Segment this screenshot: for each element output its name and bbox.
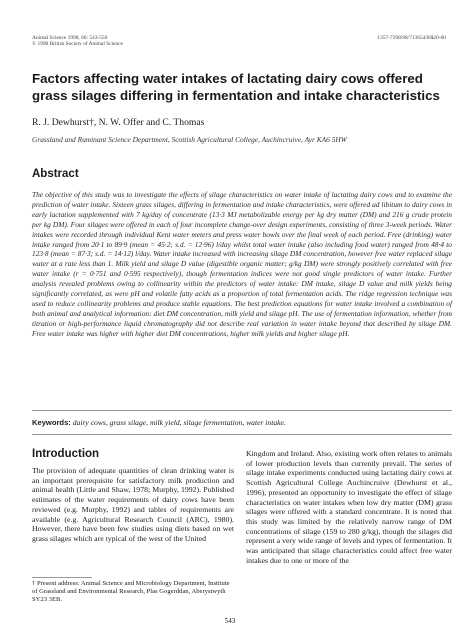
affiliation: Grassland and Ruminant Science Department, Scottish Agricultural College, Auchincruive, Ayr KA6 5HW <box>32 135 347 144</box>
keywords-text: dairy cows, grass silage, milk yield, silage fermentation, water intake. <box>72 418 286 427</box>
footnote: † Present address: Animal Science and Microbiology Department, Institute of Grassland and Environmental Research, Plas Gogerddan, Aberystwyth SY23 3EB. <box>32 580 230 604</box>
introduction-right-column: Kingdom and Ireland. Also, existing work often relates to animals of lower production levels than currently prevail. The series of silage intake experiments conducted using lactating dairy cows at Scottish Agricultural College Auchincruive (Dewhurst et al., 1996), presented an opportunity to investigate the effect of silage characteristics on water intakes when low dry matter (DM) grass silages were offered with a standard concentrate. It is noted that this study was limited by the relatively narrow range of DM concentrations of silage (159 to 280 g/kg), though the silages did represent a very wide range of levels and types of fermentation. It was anticipated that silage characteristics could affect free water intakes due to one or more of the <box>246 449 452 565</box>
authors: R. J. Dewhurst†, N. W. Offer and C. Thomas <box>32 117 205 128</box>
copyright-line: © 1998 British Society of Animal Science <box>32 41 123 48</box>
abstract-heading: Abstract <box>32 168 79 180</box>
journal-info <box>32 35 123 48</box>
issn-code: 1357-7298/98/71365436$20-00 <box>377 35 446 41</box>
introduction-left-column: The provision of adequate quantities of clean drinking water is an important prerequisite for satisfactory milk production and animal health (Little and Shaw, 1978; Murphy, 1992). Published estimates of the water requirements of dairy cows have been reviewed (e.g. Murphy, 1992) and tables of requirements are available (e.g. Agricultural Research Council (ARC), 1980). However, there have been few studies using diets based on wet grass silages which are typical of the west of the United <box>32 466 234 543</box>
keywords-top-rule <box>32 410 452 411</box>
footnote-rule <box>32 577 92 578</box>
keywords-line <box>32 418 452 427</box>
article-title: Factors affecting water intakes of lactating dairy cows offered grass silages differing in fermentation and intake characteristics <box>32 71 440 103</box>
abstract-body: The objective of this study was to investigate the effects of silage characteristics on water intake of lactating dairy cows and to examine the prediction of water intake. Sixteen grass silages, differing in fermentation and intake characteristics, were offered ad libitum to dairy cows in early lactation supplemented with 7 kg/day of concentrate (13·3 MJ metabolizable energy per kg dry matter (DM) and 216 g crude protein per kg DM). Four silages were offered in each of four incomplete change-over design experiments, consisting of three 3-week periods. Water intakes were recorded through individual Kent water meters and press water bowls over the final week of each period. Free (drinking) water intake ranged from 20·1 to 89·9 (mean = 45·2; s.d. = 12·96) l/day whilst total water intake (also including food water) ranged from 48·4 to 123·8 (mean = 87·3; s.d. = 14·12) l/day. Water intake increased with increasing silage DM concentration, however free water replaced silage water at a rate less than 1. Milk yield and silage D value (digestible organic matter; g/kg DM) were strongly positively correlated with free water intake (r = 0·751 and 0·595 respectively), though fermentation indices were not good single predictors of water intake. Further analysis revealed problems owing to collinearity within the predictors of water intake: DM intake, silage D value and milk yields being significantly correlated, as were pH and volatile fatty acids as a proportion of total fermentation acids. The ridge regression technique was used to reduce collinearity problems and produce stable equations. The best prediction equations for water intake involved a combination of both animal and analytical information: diet DM concentration, milk yield and silage pH. The use of fermentation information, whether from titration or high-performance liquid chromatography did not describe real variation in water intake beyond that described by silage DM. Free water intake was higher with higher diet DM concentrations, higher milk yields and higher silage pH. <box>32 190 452 338</box>
journal-citation: Animal Science 1998, 66: 543-550 <box>32 35 108 41</box>
keywords-bottom-rule <box>32 434 452 435</box>
introduction-heading: Introduction <box>32 448 100 460</box>
keywords-label: Keywords: <box>32 418 71 427</box>
page-number: 543 <box>224 617 236 625</box>
